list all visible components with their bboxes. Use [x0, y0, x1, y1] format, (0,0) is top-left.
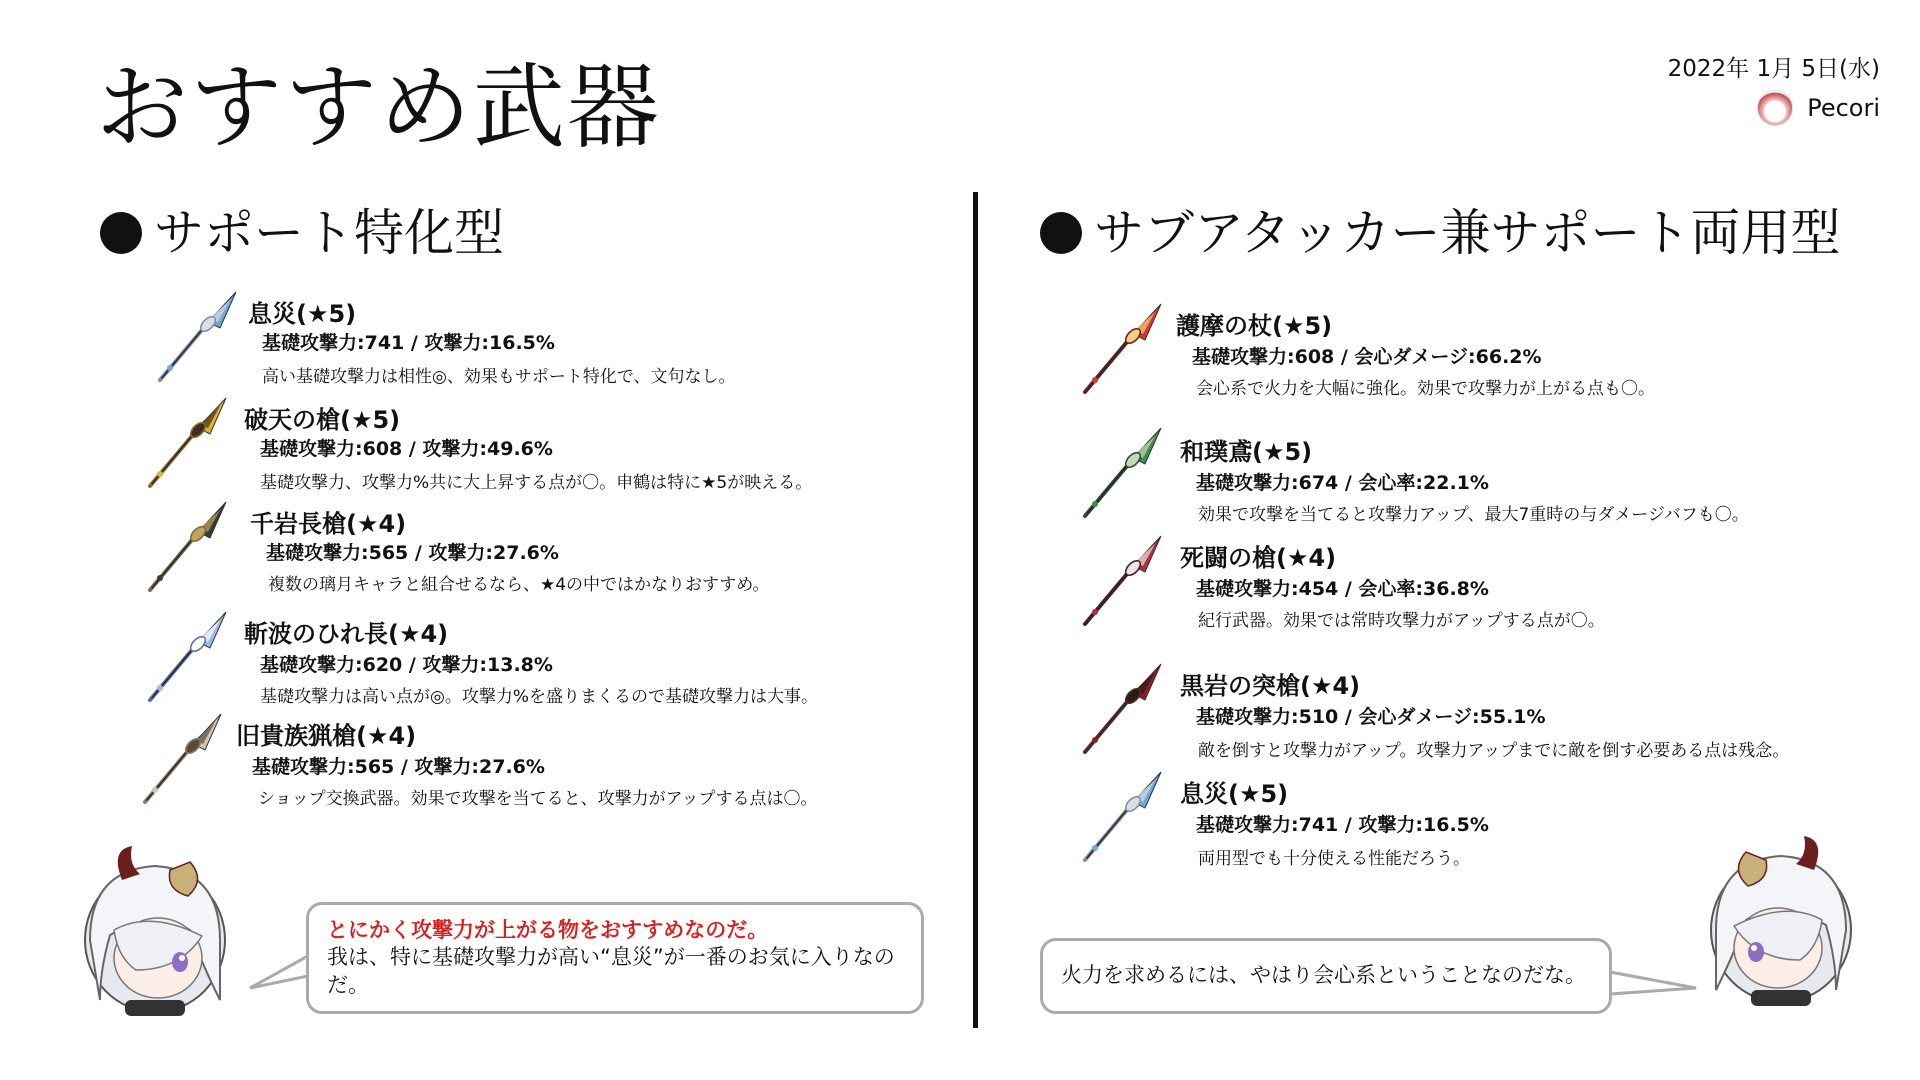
left-section-heading: サポート特化型 [100, 208, 504, 258]
weapon-spear-icon [1075, 768, 1167, 864]
weapon-stats: 基礎攻撃力:741 / 攻撃力:16.5% [262, 332, 555, 354]
weapon-name: 斬波のひれ長(★4) [244, 620, 449, 648]
weapon-stats: 基礎攻撃力:674 / 会心率:22.1% [1196, 472, 1489, 494]
page-title: おすすめ武器 [96, 54, 661, 161]
date-label: 2022年 1月 5日(水) [1667, 56, 1880, 82]
weapon-stats: 基礎攻撃力:454 / 会心率:36.8% [1196, 578, 1489, 600]
weapon-spear-icon [140, 394, 232, 490]
left-speech-bubble [306, 902, 924, 1014]
weapon-description: ショップ交換武器。効果で攻撃を当てると、攻撃力がアップする点は〇。 [258, 789, 818, 809]
character-portrait [70, 840, 240, 1020]
weapon-name: 黒岩の突槍(★4) [1180, 672, 1361, 700]
weapon-description: 会心系で火力を大幅に強化。効果で攻撃力が上がる点も〇。 [1196, 379, 1655, 399]
weapon-stats: 基礎攻撃力:620 / 攻撃力:13.8% [260, 654, 553, 676]
weapon-staff-icon [1075, 300, 1167, 396]
bullet-icon [100, 212, 142, 254]
weapon-description: 両用型でも十分使える性能だろう。 [1198, 849, 1470, 869]
right-speech-bubble [1040, 938, 1612, 1014]
weapon-spear-icon [140, 608, 232, 704]
weapon-spear-icon [1075, 424, 1167, 520]
weapon-name: 死闘の槍(★4) [1180, 544, 1337, 572]
weapon-stats: 基礎攻撃力:510 / 会心ダメージ:55.1% [1196, 706, 1546, 728]
bubble-tail [246, 952, 310, 1002]
bubble-text: 火力を求めるには、やはり会心系ということなのだな。 [1061, 963, 1586, 988]
column-divider [973, 192, 978, 1028]
weapon-spear-icon [140, 498, 232, 594]
weapon-description: 高い基礎攻撃力は相性◎、効果もサポート特化で、文句なし。 [262, 367, 736, 387]
weapon-description: 基礎攻撃力は高い点が◎。攻撃力%を盛りまくるので基礎攻撃力は大事。 [260, 687, 818, 707]
bubble-text: 我は、特に基礎攻撃力が高い“息災”が一番のお気に入りなのだ。 [327, 945, 895, 997]
weapon-spear-icon [150, 288, 242, 384]
author [1757, 90, 1880, 126]
weapon-name: 息災(★5) [248, 300, 357, 328]
weapon-stats: 基礎攻撃力:565 / 攻撃力:27.6% [252, 756, 545, 778]
weapon-description: 基礎攻撃力、攻撃力%共に大上昇する点が〇。申鶴は特に★5が映える。 [260, 473, 813, 493]
weapon-name: 息災(★5) [1180, 780, 1289, 808]
weapon-description: 紀行武器。効果では常時攻撃力がアップする点が〇。 [1198, 611, 1605, 631]
weapon-name: 護摩の杖(★5) [1176, 312, 1333, 340]
weapon-description: 効果で攻撃を当てると攻撃力アップ、最大7重時の与ダメージバフも〇。 [1198, 505, 1749, 525]
weapon-name: 破天の槍(★5) [244, 406, 401, 434]
bullet-icon [1040, 212, 1082, 254]
character-portrait [1696, 830, 1866, 1010]
author-name: Pecori [1807, 94, 1880, 122]
weapon-name: 千岩長槍(★4) [250, 510, 407, 538]
weapon-spear-icon [1075, 660, 1167, 756]
weapon-description: 敵を倒すと攻撃力がアップ。攻撃力アップまでに敵を倒す必要ある点は残念。 [1198, 741, 1790, 761]
bubble-tail [1608, 966, 1700, 1006]
right-section-heading: サブアタッカー兼サポート両用型 [1040, 208, 1841, 258]
weapon-name: 和璞鳶(★5) [1180, 438, 1313, 466]
weapon-name: 旧貴族猟槍(★4) [236, 722, 417, 750]
bubble-highlight-text: とにかく攻撃力が上がる物をおすすめなのだ。 [327, 918, 769, 942]
weapon-stats: 基礎攻撃力:608 / 攻撃力:49.6% [260, 438, 553, 460]
weapon-spear-icon [1075, 532, 1167, 628]
author-avatar-icon [1757, 90, 1793, 126]
weapon-spear-icon [135, 710, 227, 806]
weapon-description: 複数の璃月キャラと組合せるなら、★4の中ではかなりおすすめ。 [268, 575, 770, 595]
weapon-stats: 基礎攻撃力:608 / 会心ダメージ:66.2% [1192, 346, 1542, 368]
weapon-stats: 基礎攻撃力:565 / 攻撃力:27.6% [266, 542, 559, 564]
weapon-stats: 基礎攻撃力:741 / 攻撃力:16.5% [1196, 814, 1489, 836]
